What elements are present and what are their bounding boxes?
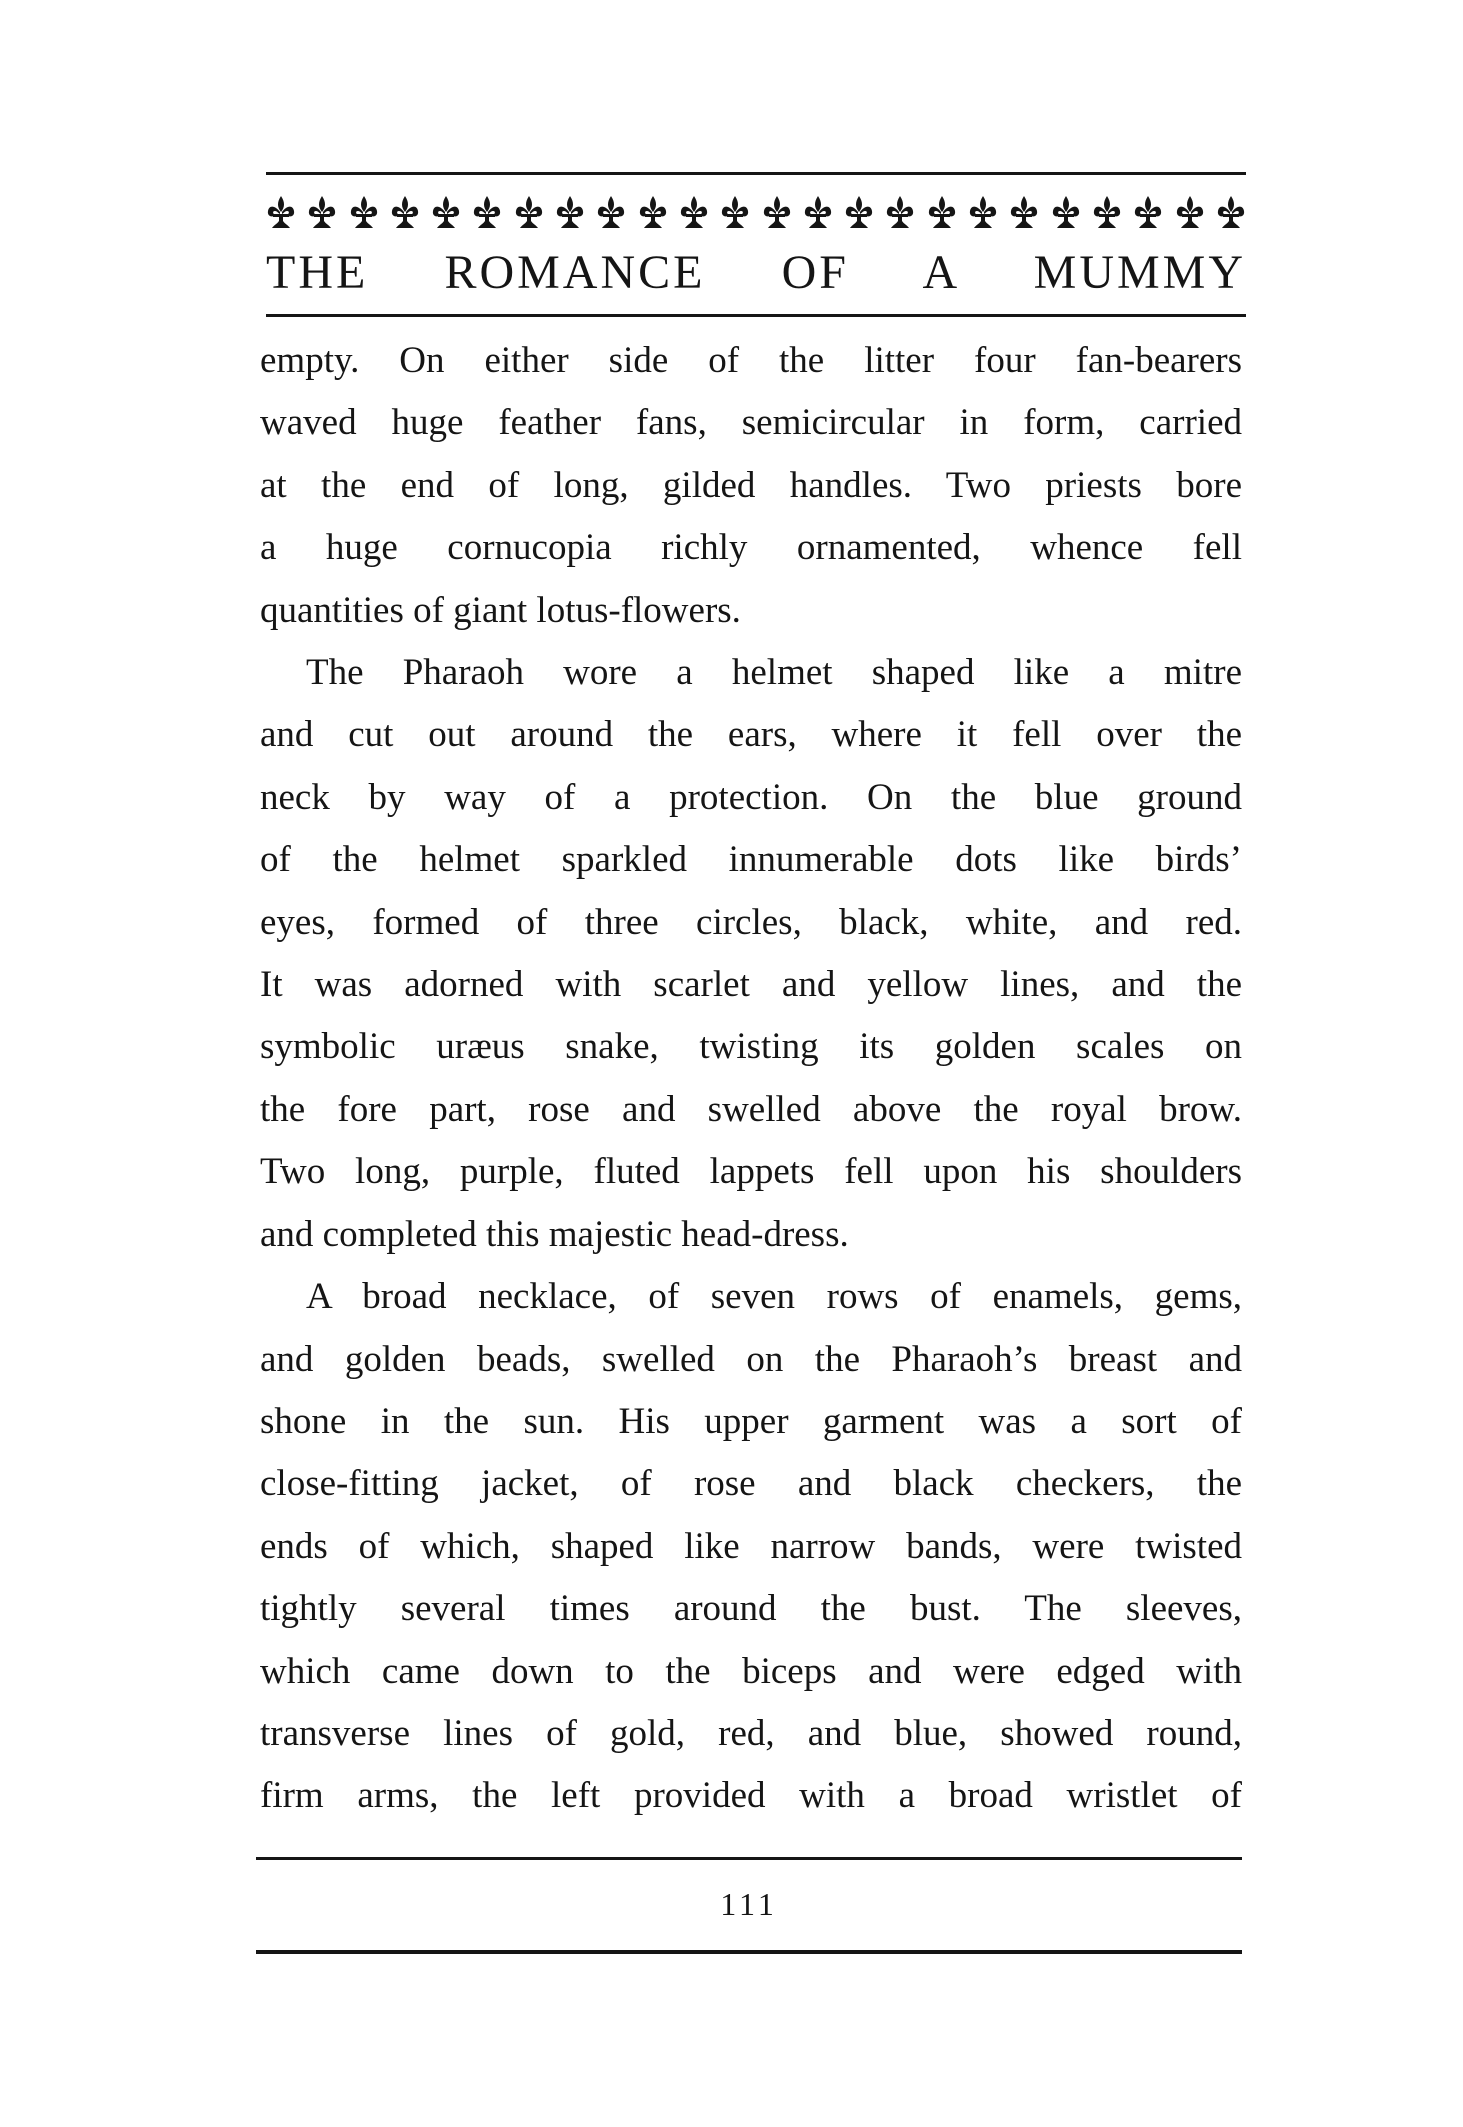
paragraph [260,642,1242,1266]
header-top-rule [266,172,1246,175]
text-line: the fore part, rose and swelled above the royal brow. [260,1088,1242,1130]
fleur-de-lis-icon [514,195,544,229]
fleur-de-lis-icon [1216,195,1246,229]
text-line: a huge cornucopia richly ornamented, whence fell [260,527,1242,569]
footer-top-rule [256,1857,1242,1860]
fleur-de-lis-icon [431,195,461,229]
text-line: which came down to the biceps and were edged with [260,1650,1242,1692]
text-line: Two long, purple, fluted lappets fell upon his shoulders [260,1151,1242,1193]
fleur-de-lis-icon [349,195,379,229]
fleur-de-lis-icon [266,195,296,229]
text-line: close-fitting jacket, of rose and black checkers, the [260,1463,1242,1505]
text-line: and golden beads, swelled on the Pharaoh’s breast and [260,1338,1242,1380]
fleur-de-lis-icon [1092,195,1122,229]
fleur-de-lis-icon [472,195,502,229]
fleur-de-lis-icon [1009,195,1039,229]
text-line: A broad necklace, of seven rows of enamels, gems, [306,1276,1242,1318]
running-title: THE ROMANCE OF A MUMMY [266,246,1246,299]
page-number: 111 [720,1886,778,1922]
text-line: empty. On either side of the litter four fan-bearers [260,340,1242,381]
fleuron-ornament-band [266,192,1246,232]
text-line: transverse lines of gold, red, and blue, showed round, [260,1712,1242,1754]
fleur-de-lis-icon [307,195,337,229]
fleur-de-lis-icon [885,195,915,229]
body-text [260,330,1242,1828]
footer-bottom-rule [256,1950,1242,1954]
fleur-de-lis-icon [555,195,585,229]
fleur-de-lis-icon [803,195,833,229]
fleur-de-lis-icon [927,195,957,229]
text-line: waved huge feather fans, semicircular in form, carried [260,402,1242,444]
text-line: ends of which, shaped like narrow bands, were twisted [260,1525,1242,1567]
fleur-de-lis-icon [762,195,792,229]
text-line: firm arms, the left provided with a broad wristlet of [260,1775,1242,1817]
text-line: of the helmet sparkled innumerable dots like birds’ [260,839,1242,881]
text-line: and cut out around the ears, where it fell over the [260,714,1242,756]
text-line: symbolic uræus snake, twisting its golden scales on [260,1026,1242,1068]
text-line: at the end of long, gilded handles. Two priests bore [260,464,1242,506]
fleur-de-lis-icon [390,195,420,229]
fleur-de-lis-icon [720,195,750,229]
text-line: quantities of giant lotus-flowers. [260,589,741,631]
text-line: It was adorned with scarlet and yellow lines, and the [260,964,1242,1006]
fleur-de-lis-icon [1051,195,1081,229]
text-line: tightly several times around the bust. The sleeves, [260,1588,1242,1630]
fleur-de-lis-icon [1133,195,1163,229]
text-line: The Pharaoh wore a helmet shaped like a mitre [306,652,1242,694]
header-bottom-rule [266,314,1246,317]
text-line: and completed this majestic head-dress. [260,1213,849,1255]
text-line: neck by way of a protection. On the blue ground [260,776,1242,818]
fleur-de-lis-icon [596,195,626,229]
paragraph [260,330,1242,642]
fleur-de-lis-icon [679,195,709,229]
fleur-de-lis-icon [968,195,998,229]
fleur-de-lis-icon [844,195,874,229]
text-line: eyes, formed of three circles, black, white, and red. [260,901,1242,943]
text-line: shone in the sun. His upper garment was a sort of [260,1400,1242,1442]
paragraph [260,1266,1242,1828]
fleur-de-lis-icon [1175,195,1205,229]
fleur-de-lis-icon [638,195,668,229]
